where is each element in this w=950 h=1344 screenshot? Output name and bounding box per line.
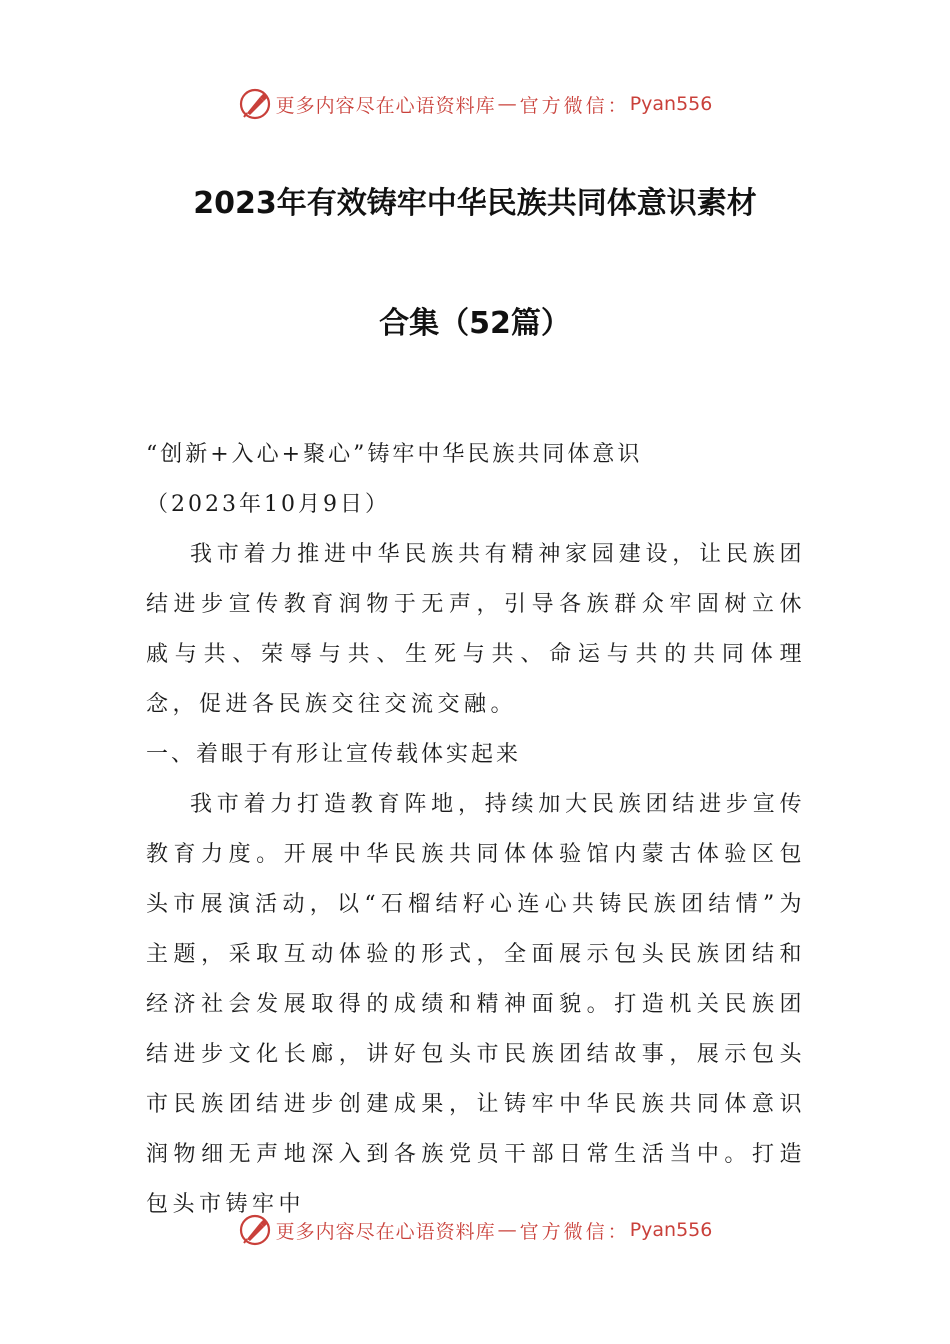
paragraph-section-1: 我市着力打造教育阵地，持续加大民族团结进步宣传教育力度。开展中华民族共同体体验馆内蒙古体验区包头市展演活动，以“石榴结籽心连心共铸民族团结情”为主题，采取互动体验的形式，全面展示包头民族团结和经济社会发展取得的成绩和精神面貌。打造机关民族团结进步文化长廊，讲好包头市民族团结故事，展示包头市民族团结进步创建成果，让铸牢中华民族共同体意识润物细无声地深入到各族党员干部日常生活当中。打造包头市铸牢中 — [146, 792, 806, 1217]
banner-wechat-label: 官方微信： — [519, 94, 630, 117]
pen-nib-logo-icon — [238, 87, 272, 121]
banner-wechat-label: 官方微信： — [519, 1220, 630, 1243]
paragraph-intro: 我市着力推进中华民族共有精神家园建设，让民族团结进步宣传教育润物于无声，引导各族群众牢固树立休戚与共、荣辱与共、生死与共、命运与共的共同体理念，促进各民族交往交流交融。 — [146, 542, 806, 717]
banner-wechat-id: Pyan556 — [629, 93, 713, 115]
banner-text: 更多内容尽在心语资料库 — [275, 94, 496, 117]
header-banner — [0, 82, 950, 126]
article-date: （2023年10月9日） — [146, 492, 390, 517]
document-title-line2: 合集（52篇） — [379, 306, 571, 341]
article-heading: “创新+入心+聚心”铸牢中华民族共同体意识 — [146, 442, 643, 467]
article-body — [146, 430, 806, 1230]
banner-text: 更多内容尽在心语资料库 — [275, 1220, 496, 1243]
section-heading-1: 一、着眼于有形让宣传载体实起来 — [146, 742, 522, 767]
banner-wechat-id: Pyan556 — [629, 1219, 713, 1241]
pen-nib-logo-icon — [238, 1213, 272, 1247]
banner-dash: — — [497, 1219, 518, 1241]
document-title-line1: 2023年有效铸牢中华民族共同体意识素材 — [193, 186, 757, 221]
banner-dash: — — [497, 93, 518, 115]
footer-banner — [0, 1208, 950, 1252]
